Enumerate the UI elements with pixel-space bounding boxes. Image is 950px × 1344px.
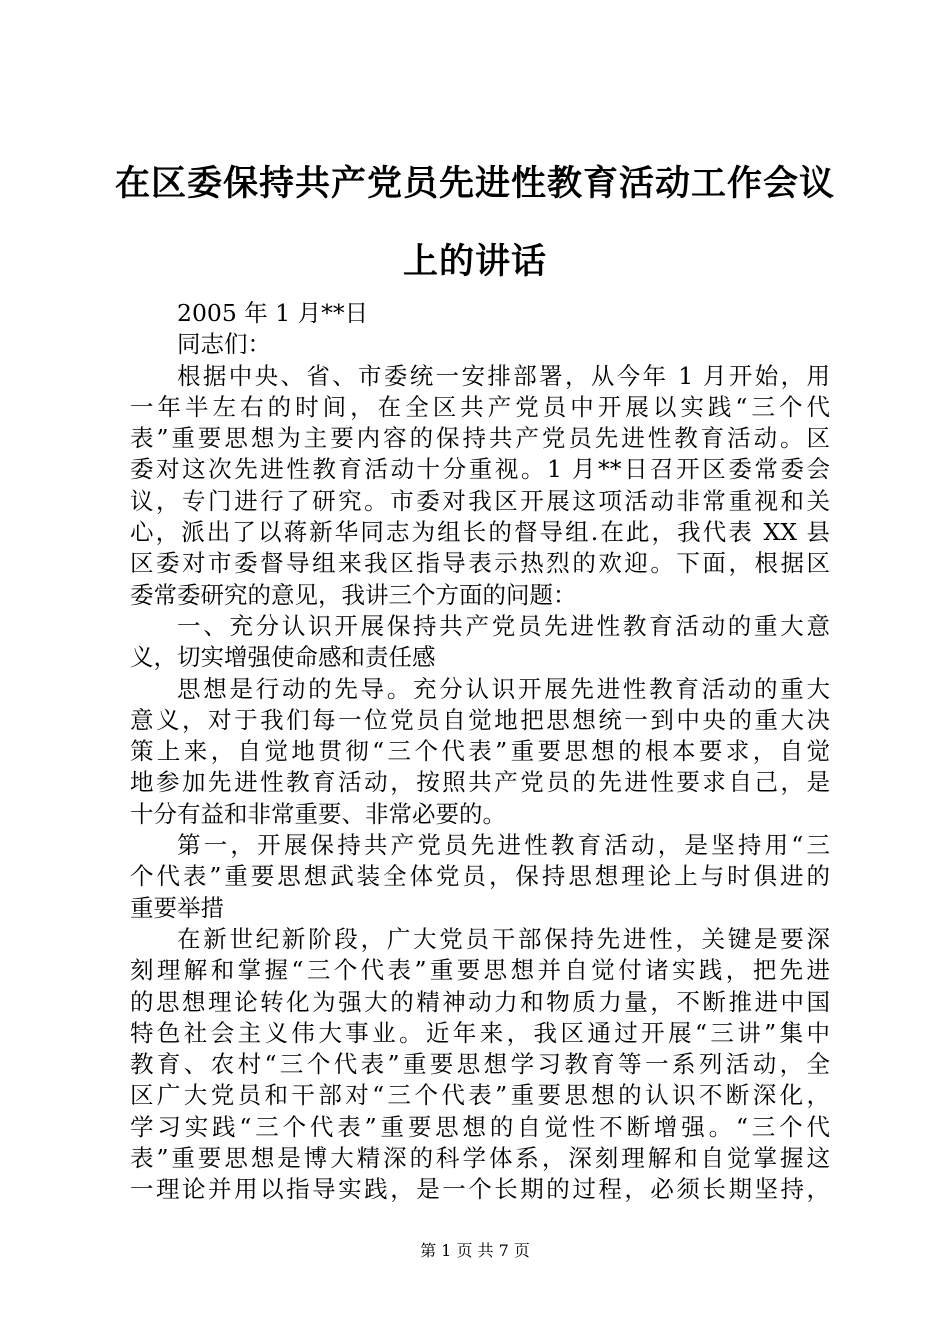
paragraph-line: 一年半左右的时间，在全区共产党员中开展以实践“三个代 <box>130 392 830 421</box>
paragraph-line: 的思想理论转化为强大的精神动力和物质力量，不断推进中国 <box>130 987 830 1016</box>
paragraph-line: 十分有益和非常重要、非常必要的。 <box>130 799 506 828</box>
paragraph-line: 特色社会主义伟大事业。近年来，我区通过开展“三讲”集中 <box>130 1018 830 1047</box>
subsection-heading-line: 个代表”重要思想武装全体党员，保持思想理论上与时俱进的 <box>130 862 830 891</box>
subsection-heading-line: 重要举措 <box>130 893 224 922</box>
document-title-line-1: 在区委保持共产党员先进性教育活动工作会议 <box>114 163 835 204</box>
document-title-line-2: 上的讲话 <box>402 241 547 282</box>
paragraph-line: 意义，对于我们每一位党员自觉地把思想统一到中央的重大决 <box>130 705 830 734</box>
paragraph-line: 策上来，自觉地贯彻“三个代表”重要思想的根本要求，自觉 <box>130 737 830 766</box>
paragraph-line: 一理论并用以指导实践，是一个长期的过程，必须长期坚持， <box>130 1175 830 1204</box>
paragraph-line: 思想是行动的先导。充分认识开展先进性教育活动的重大 <box>177 674 830 703</box>
salutation-line: 同志们： <box>177 330 271 359</box>
paragraph-line: 教育、农村“三个代表”重要思想学习教育等一系列活动，全 <box>130 1050 830 1079</box>
paragraph-line: 议，专门进行了研究。市委对我区开展这项活动非常重视和关 <box>130 486 830 515</box>
paragraph-line: 表”重要思想是博大精深的科学体系，深刻理解和自觉掌握这 <box>130 1144 830 1173</box>
paragraph-line: 刻理解和掌握“三个代表”重要思想并自觉付诸实践，把先进 <box>130 956 830 985</box>
paragraph-line: 委对这次先进性教育活动十分重视。1 月**日召开区委常委会 <box>130 455 830 484</box>
paragraph-line: 表”重要思想为主要内容的保持共产党员先进性教育活动。区 <box>130 424 830 453</box>
section-heading-line: 义，切实增强使命感和责任感 <box>130 643 436 672</box>
paragraph-line: 委常委研究的意见，我讲三个方面的问题： <box>130 580 577 609</box>
paragraph-line: 心，派出了以蒋新华同志为组长的督导组.在此，我代表 XX 县 <box>130 518 830 547</box>
subsection-heading-line: 第一，开展保持共产党员先进性教育活动，是坚持用“三 <box>177 831 830 860</box>
date-line: 2005 年 1 月**日 <box>177 299 369 327</box>
section-heading-line: 一、充分认识开展保持共产党员先进性教育活动的重大意 <box>177 611 830 640</box>
paragraph-line: 根据中央、省、市委统一安排部署，从今年 1 月开始，用 <box>177 361 830 390</box>
page-footer: 第 1 页 共 7 页 <box>420 1241 530 1260</box>
document-body <box>130 298 830 1206</box>
paragraph-line: 学习实践“三个代表”重要思想的自觉性不断增强。“三个代 <box>130 1112 830 1141</box>
paragraph-line: 区委对市委督导组来我区指导表示热烈的欢迎。下面，根据区 <box>130 549 830 578</box>
paragraph-line: 区广大党员和干部对“三个代表”重要思想的认识不断深化， <box>130 1081 830 1110</box>
paragraph-line: 在新世纪新阶段，广大党员干部保持先进性，关键是要深 <box>177 924 830 953</box>
paragraph-line: 地参加先进性教育活动，按照共产党员的先进性要求自己，是 <box>130 768 830 797</box>
